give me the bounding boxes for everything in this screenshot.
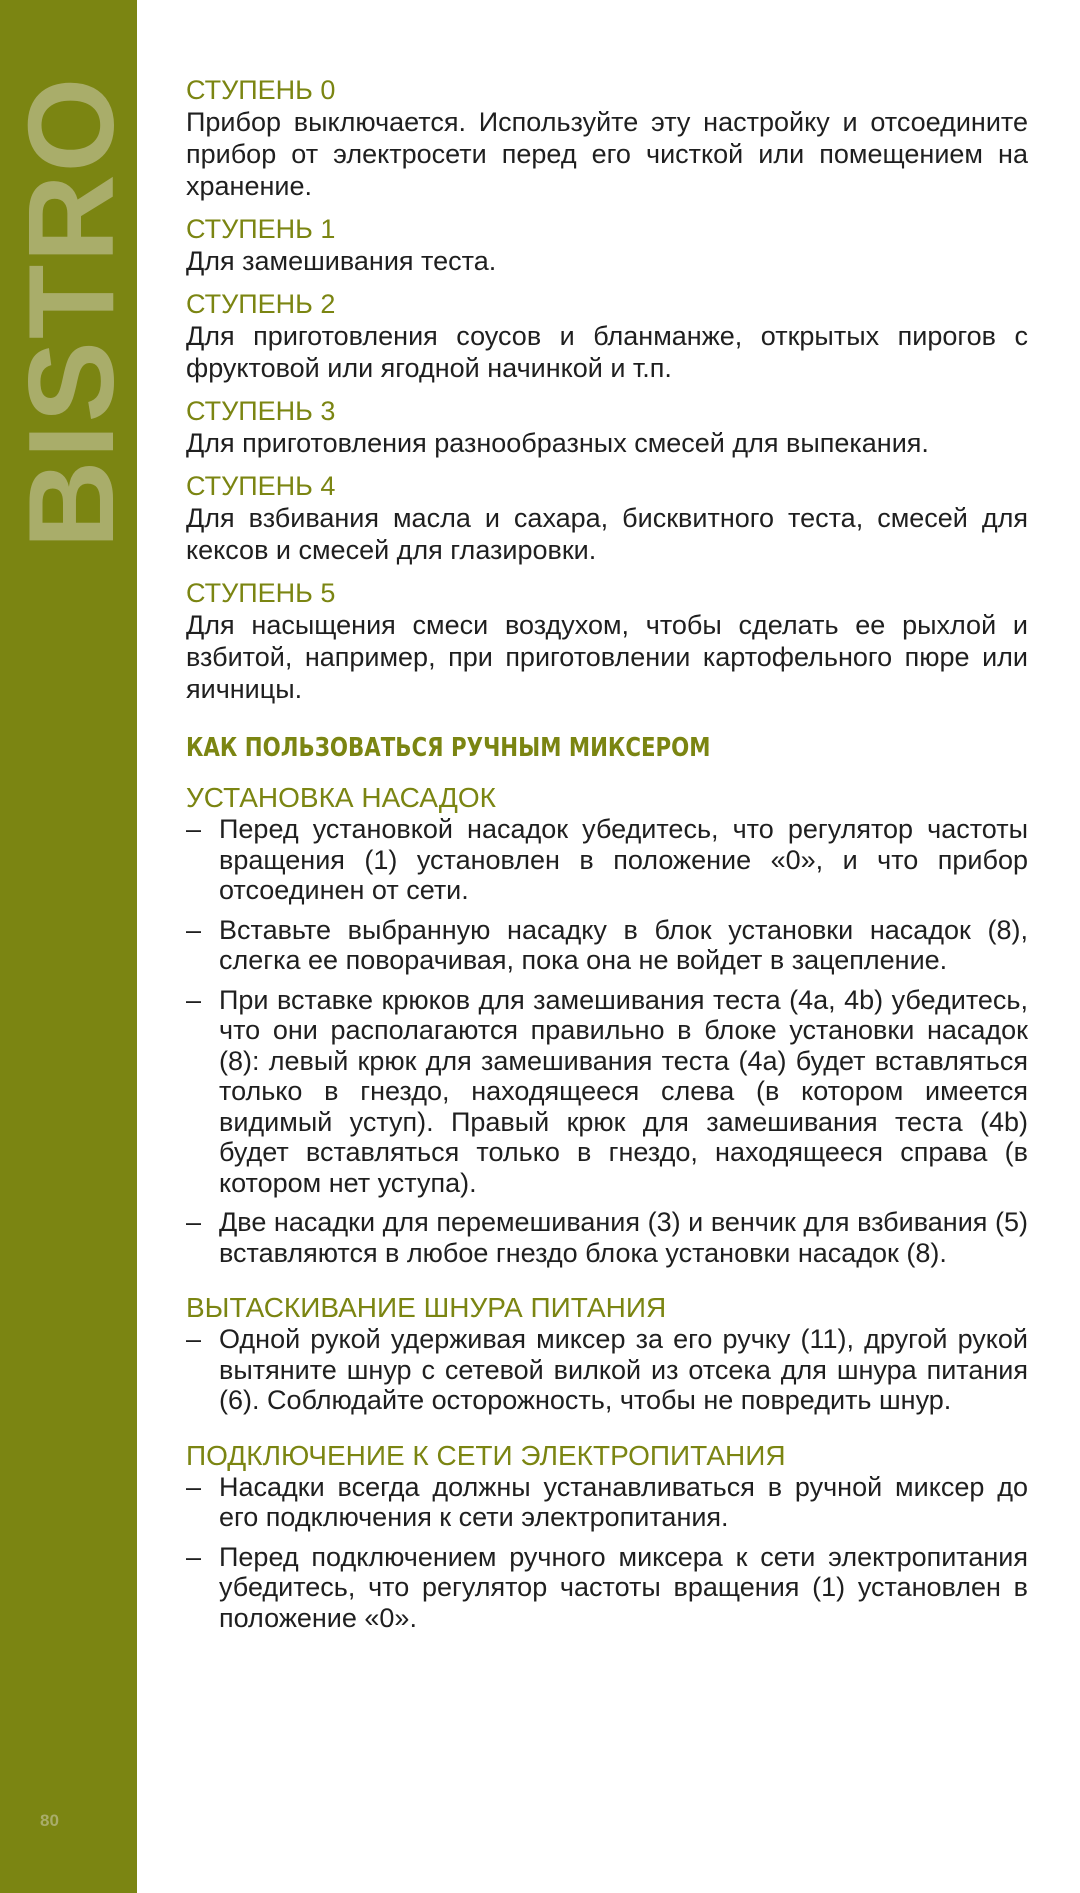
step-block xyxy=(186,213,1028,277)
step-title: СТУПЕНЬ 2 xyxy=(186,289,336,319)
bullet-dash: – xyxy=(186,1207,202,1237)
subsection-title: УСТАНОВКА НАСАДОК xyxy=(186,782,496,813)
step-block xyxy=(186,395,1028,459)
subsection-power xyxy=(186,1440,1028,1634)
list-item-text: Вставьте выбранную насадку в блок установки насадок (8), слегка ее поворачивая, пока она не войдет в зацепление. xyxy=(219,914,1028,975)
bullet-list xyxy=(186,814,1028,1268)
subsection-cord xyxy=(186,1292,1028,1416)
side-bar xyxy=(0,0,137,1893)
page-number: 80 xyxy=(40,1811,59,1830)
step-title: СТУПЕНЬ 1 xyxy=(186,214,336,244)
step-text: Для насыщения смеси воздухом, чтобы сделать ее рыхлой и взбитой, например, при приготовлении картофельного пюре или яичницы. xyxy=(186,610,1028,704)
step-text: Для взбивания масла и сахара, бисквитного теста, смесей для кексов и смесей для глазировки. xyxy=(186,503,1028,565)
list-item-text: Перед подключением ручного миксера к сети электропитания убедитесь, что регулятор частоты вращения (1) установлен в положение «0». xyxy=(219,1541,1028,1633)
list-item xyxy=(186,1542,1028,1634)
step-block xyxy=(186,74,1028,202)
step-title: СТУПЕНЬ 5 xyxy=(186,578,336,608)
bullet-list xyxy=(186,1472,1028,1634)
bullet-list xyxy=(186,1324,1028,1416)
step-block xyxy=(186,577,1028,705)
bullet-dash: – xyxy=(186,814,202,844)
step-text: Для замешивания теста. xyxy=(186,246,497,276)
list-item xyxy=(186,814,1028,906)
subsection-attachments xyxy=(186,782,1028,1268)
list-item xyxy=(186,1324,1028,1416)
step-title: СТУПЕНЬ 4 xyxy=(186,471,336,501)
section-heading: КАК ПОЛЬЗОВАТЬСЯ РУЧНЫМ МИКСЕРОМ xyxy=(186,733,711,763)
list-item-text: Насадки всегда должны устанавливаться в ручной миксер до его подключения к сети электропитания. xyxy=(219,1471,1028,1532)
bullet-dash: – xyxy=(186,1471,202,1502)
bullet-dash: – xyxy=(186,984,202,1015)
step-title: СТУПЕНЬ 0 xyxy=(186,75,336,105)
subsection-title: ПОДКЛЮЧЕНИЕ К СЕТИ ЭЛЕКТРОПИТАНИЯ xyxy=(186,1439,786,1471)
step-block xyxy=(186,470,1028,566)
subsection-title: ВЫТАСКИВАНИЕ ШНУРА ПИТАНИЯ xyxy=(186,1292,667,1323)
bullet-dash: – xyxy=(186,1541,202,1572)
step-block xyxy=(186,288,1028,384)
list-item-text: Две насадки для перемешивания (3) и венчик для взбивания (5) вставляются в любое гнездо блока установки насадок (8). xyxy=(219,1207,1028,1268)
list-item-text: При вставке крюков для замешивания теста (4a, 4b) убедитесь, что они располагаются правильно в блоке установки насадок (8): левый крюк для замешивания теста (4a) будет вставляться только в гнездо, находящееся слева (в котором имеется видимый уступ). Правый крюк для замешивания теста (4b) будет вставляться только в гнездо, находящееся справа (в котором нет уступа). xyxy=(219,984,1028,1198)
list-item-text: Перед установкой насадок убедитесь, что регулятор частоты вращения (1) установлен в положение «0», и что прибор отсоединен от сети. xyxy=(219,814,1028,905)
page-content xyxy=(186,74,1028,1657)
bullet-dash: – xyxy=(186,1324,202,1354)
step-text: Для приготовления соусов и бланманже, открытых пирогов с фруктовой или ягодной начинкой и т.п. xyxy=(186,321,1028,383)
brand-logo: BISTRO xyxy=(3,75,139,549)
list-item xyxy=(186,1207,1028,1268)
bullet-dash: – xyxy=(186,914,202,945)
list-item xyxy=(186,985,1028,1199)
step-text: Прибор выключается. Используйте эту настройку и отсоедините прибор от электросети перед его чисткой или помещением на хранение. xyxy=(186,107,1028,201)
step-title: СТУПЕНЬ 3 xyxy=(186,396,336,426)
step-text: Для приготовления разнообразных смесей для выпекания. xyxy=(186,428,929,458)
list-item xyxy=(186,915,1028,976)
list-item xyxy=(186,1472,1028,1533)
list-item-text: Одной рукой удерживая миксер за его ручку (11), другой рукой вытяните шнур с сетевой вилкой из отсека для шнура питания (6). Соблюдайте осторожность, чтобы не повредить шнур. xyxy=(219,1324,1028,1415)
